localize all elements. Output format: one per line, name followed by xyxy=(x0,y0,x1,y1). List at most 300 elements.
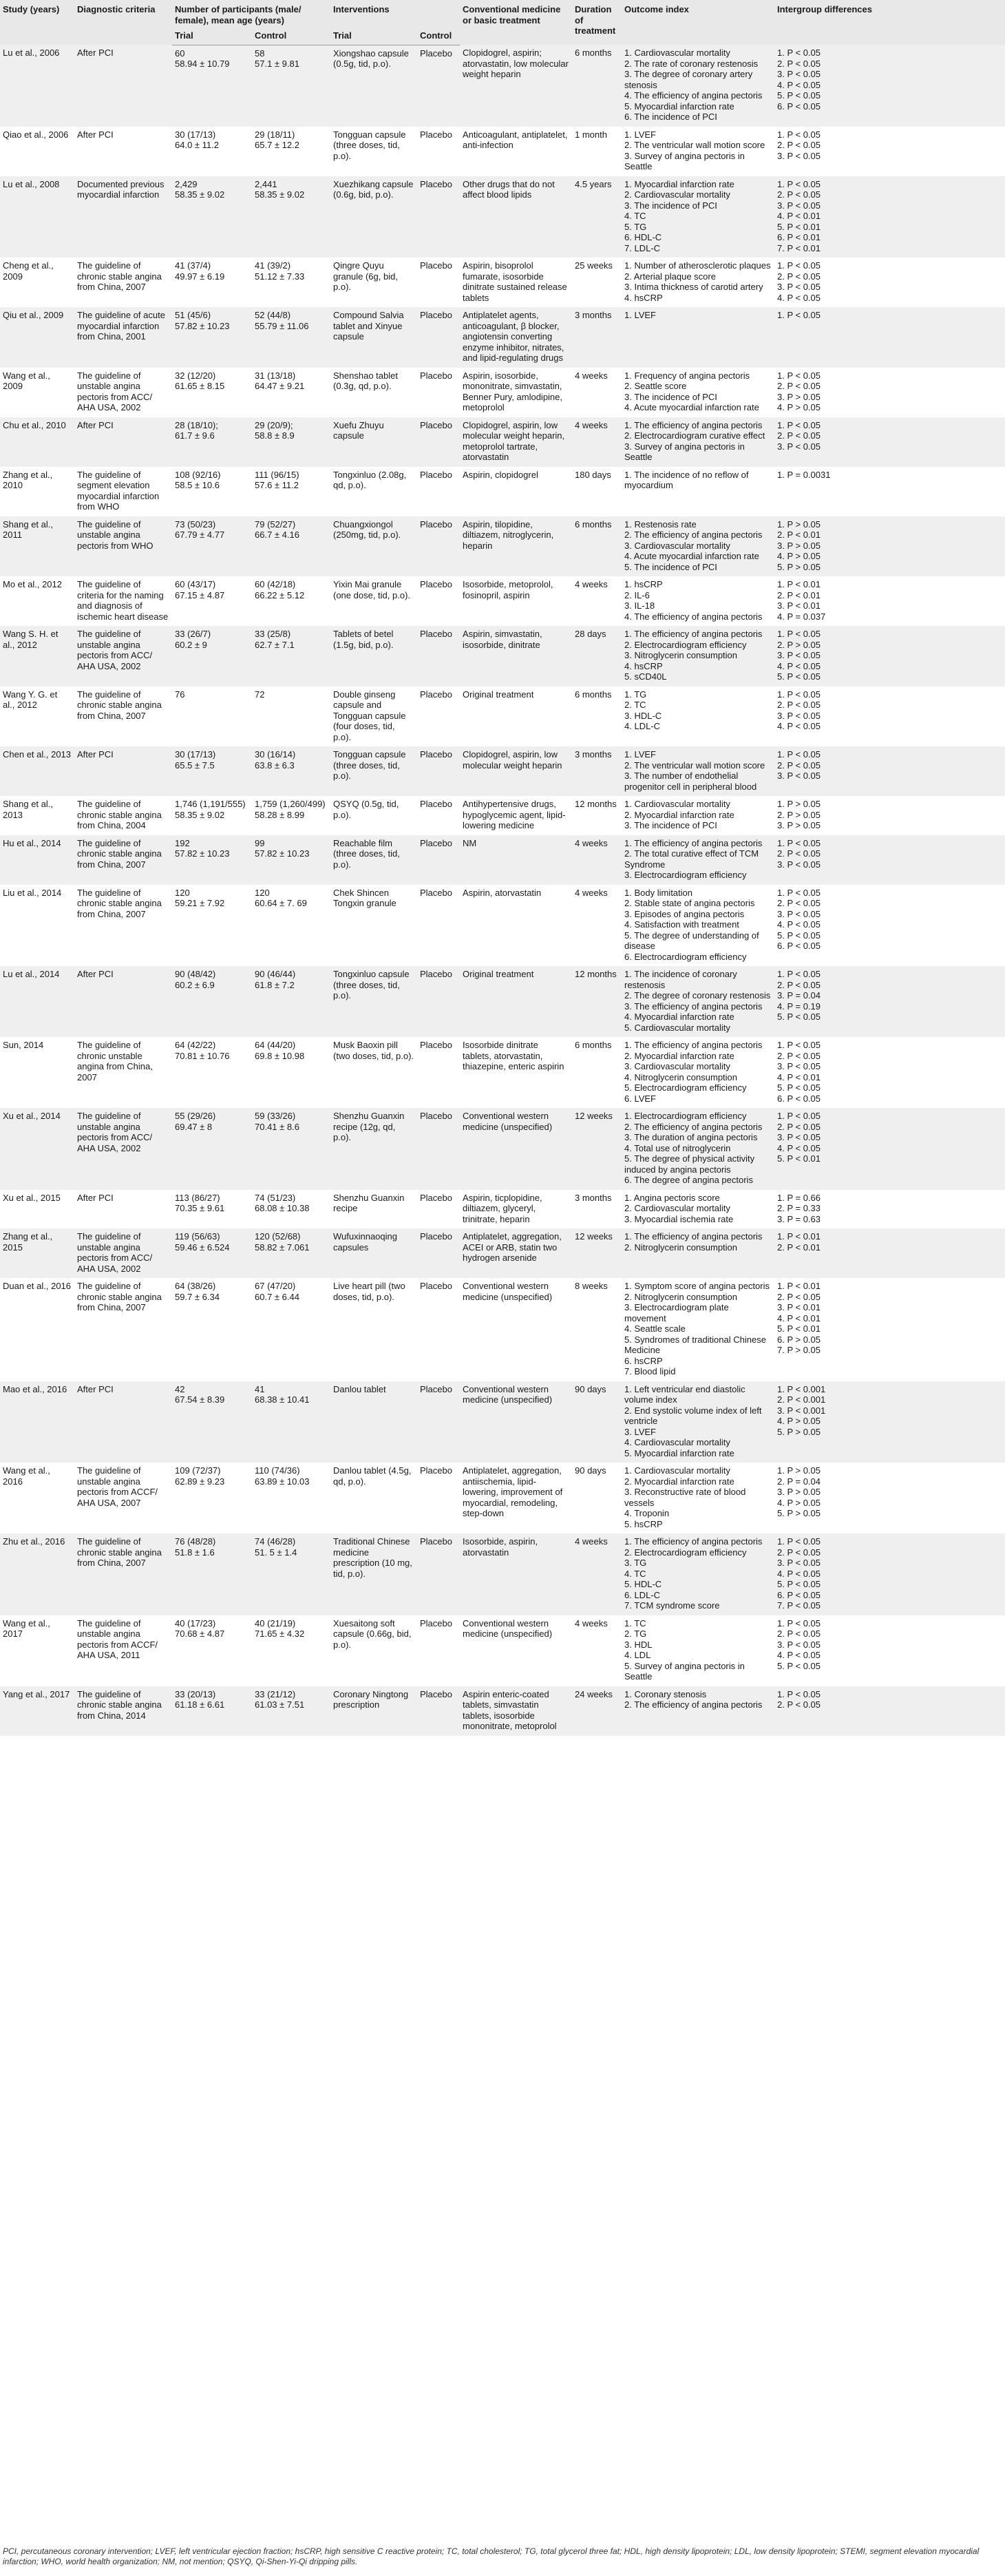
table-row xyxy=(0,45,1005,127)
criteria-cell: The guideline of acute myocardial infarction from China, 2001 xyxy=(74,307,172,368)
conventional-treatment-cell: Aspirin, ticplopidine, diltiazem, glyceryl, trinitrate, heparin xyxy=(460,1190,572,1229)
outcome-item: 4. hsCRP xyxy=(624,660,663,671)
trial-count: 55 (29/26) xyxy=(175,1111,216,1121)
conventional-treatment-cell: Aspirin, bisoprolol fumarate, isosorbide dinitrate sustained release tablets xyxy=(460,258,572,307)
outcome-item: 3. Electrocardiogram plate movement xyxy=(624,1302,729,1323)
trial-count: 1,746 (1,191/555) xyxy=(175,799,246,809)
control-mean-age: 70.41 ± 8.6 xyxy=(255,1121,299,1132)
control-participants-cell xyxy=(252,516,330,577)
study-cell: Qiu et al., 2009 xyxy=(0,307,74,368)
control-mean-age: 63.8 ± 6.3 xyxy=(255,760,295,771)
intergroup-cell xyxy=(774,966,1005,1037)
outcome-item: 5. Survey of angina pectoris in Seattle xyxy=(624,1660,745,1682)
control-intervention-cell: Placebo xyxy=(417,687,460,747)
outcome-item: 3. Survey of angina pectoris in Seattle xyxy=(624,441,745,462)
duration-cell: 4 weeks xyxy=(572,576,622,626)
trial-count: 113 (86/27) xyxy=(175,1192,220,1203)
control-intervention-cell: Placebo xyxy=(417,1228,460,1278)
study-cell: Cheng et al., 2009 xyxy=(0,258,74,307)
intergroup-item: 2. P < 0.05 xyxy=(777,1547,821,1558)
intergroup-cell-list xyxy=(777,260,1002,303)
conventional-treatment-cell: Original treatment xyxy=(460,966,572,1037)
control-count: 1,759 (1,260/499) xyxy=(255,799,326,809)
intergroup-cell xyxy=(774,176,1005,258)
trial-mean-age: 60.2 ± 6.9 xyxy=(175,979,215,990)
outcome-item: 3. The incidence of PCI xyxy=(624,200,717,211)
outcome-cell-list xyxy=(624,1689,772,1710)
trial-participants-cell xyxy=(172,796,252,835)
trial-mean-age: 64.0 ± 11.2 xyxy=(175,140,219,150)
trial-mean-age: 61.7 ± 9.6 xyxy=(175,430,215,441)
intergroup-item: 2. P < 0.05 xyxy=(777,1050,821,1061)
conventional-treatment-cell: Antihypertensive drugs, hypoglycemic agent, lipid-lowering medicine xyxy=(460,796,572,835)
trial-intervention-cell: Live heart pill (two doses, tid, p.o). xyxy=(330,1278,417,1381)
intergroup-item: 2. P < 0.05 xyxy=(777,189,821,200)
intergroup-item: 3. P < 0.05 xyxy=(777,1061,821,1071)
intergroup-item: 3. P < 0.05 xyxy=(777,282,821,292)
control-intervention-cell: Placebo xyxy=(417,176,460,258)
outcome-item: 1. Left ventricular end diastolic volume index xyxy=(624,1383,745,1405)
outcome-cell-list xyxy=(624,969,772,1033)
intergroup-item: 3. P < 0.05 xyxy=(777,1558,821,1568)
header-conventional: Conventional medicine or basic treatment xyxy=(460,0,572,45)
conventional-treatment-cell: Aspirin, tilopidine, diltiazem, nitroglycerin, heparin xyxy=(460,516,572,577)
outcome-cell-list xyxy=(624,689,772,732)
conventional-treatment-cell: Other drugs that do not affect blood lipids xyxy=(460,176,572,258)
intergroup-cell xyxy=(774,307,1005,368)
outcome-item: 3. TG xyxy=(624,1558,647,1568)
control-participants-cell xyxy=(252,1381,330,1463)
trial-count: 2,429 xyxy=(175,178,198,189)
intergroup-cell xyxy=(774,1037,1005,1108)
outcome-item: 3. Survey of angina pectoris in Seattle xyxy=(624,150,745,171)
trial-participants-cell xyxy=(172,1278,252,1381)
conventional-treatment-cell: Clopidogrel, aspirin, low molecular weight heparin, metoprolol tartrate, atorvastatin xyxy=(460,417,572,467)
control-mean-age: 68.38 ± 10.41 xyxy=(255,1394,310,1405)
outcome-item: 5. Electrocardiogram efficiency xyxy=(624,1082,747,1093)
intergroup-cell-list xyxy=(777,689,1002,732)
control-count: 30 (16/14) xyxy=(255,749,296,760)
trial-mean-age: 61.65 ± 8.15 xyxy=(175,381,225,391)
outcome-item: 5. Myocardial infarction rate xyxy=(624,1447,734,1458)
duration-cell: 12 months xyxy=(572,966,622,1037)
intergroup-item: 5. P < 0.05 xyxy=(777,1579,821,1589)
trial-mean-age: 58.94 ± 10.79 xyxy=(175,59,230,69)
control-mean-age: 61.03 ± 7.51 xyxy=(255,1699,305,1710)
intergroup-item: 3. P < 0.05 xyxy=(777,69,821,79)
control-mean-age: 58.82 ± 7.061 xyxy=(255,1242,310,1253)
trial-count: 60 (43/17) xyxy=(175,579,216,589)
trial-count: 90 (48/42) xyxy=(175,969,216,979)
trial-mean-age: 59.21 ± 7.92 xyxy=(175,898,225,908)
trial-mean-age: 67.54 ± 8.39 xyxy=(175,1394,225,1405)
trial-intervention-cell: Tablets of betel (1.5g, bid, p.o). xyxy=(330,626,417,687)
table-row xyxy=(0,1190,1005,1229)
outcome-item: 6. LDL-C xyxy=(624,1589,661,1600)
outcome-item: 1. Cardiovascular mortality xyxy=(624,1465,730,1476)
control-participants-cell xyxy=(252,176,330,258)
conventional-treatment-cell: Aspirin, isosorbide, mononitrate, simvastatin, Benner Pury, amlodipine, metoprolol xyxy=(460,368,572,417)
trial-intervention-cell: Shenshao tablet (0.3g, qd, p.o). xyxy=(330,368,417,417)
intergroup-item: 3. P < 0.05 xyxy=(777,1132,821,1142)
criteria-cell: The guideline of unstable angina pectoris from ACC/ AHA USA, 2002 xyxy=(74,626,172,687)
trial-intervention-cell: Chuangxiongol (250mg, tid, p.o). xyxy=(330,516,417,577)
outcome-item: 1. The incidence of no reflow of myocardium xyxy=(624,469,749,490)
intergroup-item: 1. P < 0.05 xyxy=(777,129,821,140)
intergroup-cell xyxy=(774,626,1005,687)
trial-participants-cell xyxy=(172,1381,252,1463)
table-row xyxy=(0,746,1005,796)
outcome-cell xyxy=(622,796,774,835)
intergroup-item: 5. P > 0.05 xyxy=(777,1426,821,1437)
intergroup-item: 5. P < 0.05 xyxy=(777,1012,821,1022)
trial-mean-age: 61.18 ± 6.61 xyxy=(175,1699,225,1710)
outcome-item: 2. Electrocardiogram efficiency xyxy=(624,1547,747,1558)
control-count: 40 (21/19) xyxy=(255,1617,296,1629)
trial-participants-cell xyxy=(172,885,252,967)
trial-count: 64 (38/26) xyxy=(175,1281,216,1291)
intergroup-cell-list xyxy=(777,179,1002,254)
duration-cell: 180 days xyxy=(572,467,622,516)
intergroup-cell xyxy=(774,885,1005,967)
intergroup-item: 2. P < 0.05 xyxy=(777,430,821,441)
outcome-item: 2. Electrocardiogram curative effect xyxy=(624,430,765,441)
outcome-cell-list xyxy=(624,1193,772,1225)
intergroup-item: 2. P < 0.05 xyxy=(777,1121,821,1132)
control-mean-age: 62.7 ± 7.1 xyxy=(255,639,295,650)
study-cell: Hu et al., 2014 xyxy=(0,835,74,885)
intergroup-item: 1. P < 0.05 xyxy=(777,1040,821,1050)
duration-cell: 4 weeks xyxy=(572,835,622,885)
intergroup-cell-list xyxy=(777,969,1002,1023)
intergroup-item: 2. P < 0.05 xyxy=(777,979,821,990)
criteria-cell: The guideline of chronic stable angina from China, 2007 xyxy=(74,1278,172,1381)
intergroup-item: 6. P < 0.05 xyxy=(777,1589,821,1600)
trial-mean-age: 70.68 ± 4.87 xyxy=(175,1629,225,1639)
trial-intervention-cell: Chek Shincen Tongxin granule xyxy=(330,885,417,967)
intergroup-item: 4. P < 0.05 xyxy=(777,1650,821,1660)
trial-mean-age: 59.46 ± 6.524 xyxy=(175,1242,230,1253)
intergroup-cell-list xyxy=(777,1231,1002,1253)
table-body xyxy=(0,45,1005,1736)
outcome-cell-list xyxy=(624,749,772,792)
trial-intervention-cell: Tongxinluo (2.08g, qd, p.o). xyxy=(330,467,417,516)
intergroup-item: 7. P > 0.05 xyxy=(777,1345,821,1355)
intergroup-item: 1. P < 0.01 xyxy=(777,1231,821,1242)
outcome-item: 3. Nitroglycerin consumption xyxy=(624,650,738,660)
intergroup-item: 7. P < 0.01 xyxy=(777,242,821,253)
table-row xyxy=(0,626,1005,687)
outcome-item: 2. Nitroglycerin consumption xyxy=(624,1242,738,1253)
control-intervention-cell: Placebo xyxy=(417,127,460,176)
duration-cell: 12 weeks xyxy=(572,1108,622,1190)
outcome-item: 1. Restenosis rate xyxy=(624,519,697,530)
outcome-item: 2. The ventricular wall motion score xyxy=(624,760,765,771)
intergroup-cell xyxy=(774,1686,1005,1736)
trial-intervention-cell: Xuezhikang capsule (0.6g, bid, p.o). xyxy=(330,176,417,258)
trial-count: 28 (18/10); xyxy=(175,419,218,430)
trial-count: 42 xyxy=(175,1383,185,1394)
outcome-item: 2. Arterial plaque score xyxy=(624,271,716,282)
table-row xyxy=(0,1278,1005,1381)
outcome-item: 4. TC xyxy=(624,1568,646,1579)
outcome-item: 2. Myocardial infarction rate xyxy=(624,1476,734,1487)
control-intervention-cell: Placebo xyxy=(417,307,460,368)
duration-cell: 25 weeks xyxy=(572,258,622,307)
control-count: 110 (74/36) xyxy=(255,1465,300,1476)
intergroup-item: 4. P < 0.01 xyxy=(777,211,821,221)
trial-participants-cell xyxy=(172,1190,252,1229)
outcome-cell-list xyxy=(624,579,772,622)
intergroup-cell xyxy=(774,1533,1005,1615)
intergroup-item: 3. P < 0.001 xyxy=(777,1405,826,1416)
outcome-cell xyxy=(622,45,774,127)
outcome-item: 5. The degree of understanding of disease xyxy=(624,930,759,951)
header-criteria: Diagnostic criteria xyxy=(74,0,172,45)
control-mean-age: 68.08 ± 10.38 xyxy=(255,1203,310,1213)
study-cell: Wang et al., 2017 xyxy=(0,1615,74,1686)
outcome-item: 1. Cardiovascular mortality xyxy=(624,799,730,809)
outcome-item: 1. Symptom score of angina pectoris xyxy=(624,1281,770,1291)
intergroup-item: 1. P < 0.05 xyxy=(777,1688,821,1699)
trial-count: 73 (50/23) xyxy=(175,519,216,530)
trial-count: 64 (42/22) xyxy=(175,1040,216,1050)
control-count: 90 (46/44) xyxy=(255,969,296,979)
outcome-cell xyxy=(622,1190,774,1229)
trial-intervention-cell: Musk Baoxin pill (two doses, tid, p.o). xyxy=(330,1037,417,1108)
trial-participants-cell xyxy=(172,626,252,687)
intergroup-item: 3. P < 0.05 xyxy=(777,200,821,211)
control-participants-cell xyxy=(252,796,330,835)
trial-intervention-cell: Compound Salvia tablet and Xinyue capsule xyxy=(330,307,417,368)
intergroup-item: 2. P < 0.01 xyxy=(777,589,821,600)
criteria-cell: After PCI xyxy=(74,417,172,467)
control-participants-cell xyxy=(252,127,330,176)
intergroup-item: 3. P > 0.05 xyxy=(777,820,821,830)
outcome-cell xyxy=(622,1381,774,1463)
trial-mean-age: 62.89 ± 9.23 xyxy=(175,1476,225,1487)
outcome-item: 3. The duration of angina pectoris xyxy=(624,1132,758,1142)
intergroup-cell-list xyxy=(777,1111,1002,1164)
trial-participants-cell xyxy=(172,368,252,417)
outcome-cell-list xyxy=(624,179,772,254)
intergroup-item: 3. P > 0.05 xyxy=(777,540,821,551)
outcome-item: 1. Body limitation xyxy=(624,887,692,898)
header-participants-control: Control xyxy=(252,28,330,45)
intergroup-item: 5. P < 0.05 xyxy=(777,90,821,101)
outcome-item: 2. The degree of coronary restenosis xyxy=(624,990,771,1001)
outcome-item: 3. Cardiovascular mortality xyxy=(624,1061,730,1071)
control-participants-cell xyxy=(252,1686,330,1736)
conventional-treatment-cell: Antiplatelet, aggregation, antiischemia, lipid-lowering, improvement of myocardial, remodeling, step-down xyxy=(460,1463,572,1533)
criteria-cell: After PCI xyxy=(74,45,172,127)
trial-mean-age: 51.8 ± 1.6 xyxy=(175,1547,215,1558)
control-mean-age: 51.12 ± 7.33 xyxy=(255,271,305,282)
outcome-item: 1. Angina pectoris score xyxy=(624,1192,720,1203)
trial-participants-cell xyxy=(172,1533,252,1615)
control-mean-age: 66.7 ± 4.16 xyxy=(255,530,299,540)
outcome-item: 2. The ventricular wall motion score xyxy=(624,140,765,150)
outcome-item: 4. Troponin xyxy=(624,1508,670,1518)
outcome-item: 5. Cardiovascular mortality xyxy=(624,1022,730,1033)
trial-intervention-cell: Coronary Ningtong prescription xyxy=(330,1686,417,1736)
criteria-cell: The guideline of unstable angina pectoris from WHO xyxy=(74,516,172,577)
intergroup-item: 2. P < 0.05 xyxy=(777,1699,821,1710)
outcome-item: 5. Syndromes of traditional Chinese Medicine xyxy=(624,1334,766,1355)
trial-participants-cell xyxy=(172,516,252,577)
trial-mean-age: 67.79 ± 4.77 xyxy=(175,530,225,540)
control-intervention-cell: Placebo xyxy=(417,576,460,626)
outcome-item: 5. TG xyxy=(624,221,647,232)
table-row xyxy=(0,417,1005,467)
outcome-item: 2. Myocardial infarction rate xyxy=(624,1050,734,1061)
intergroup-cell-list xyxy=(777,48,1002,112)
conventional-treatment-cell: Conventional western medicine (unspecified) xyxy=(460,1278,572,1381)
outcome-cell-list xyxy=(624,1465,772,1529)
intergroup-cell xyxy=(774,127,1005,176)
outcome-item: 2. Cardiovascular mortality xyxy=(624,1203,730,1213)
control-participants-cell xyxy=(252,1463,330,1533)
trial-count: 33 (20/13) xyxy=(175,1688,216,1699)
criteria-cell: The guideline of chronic stable angina from China, 2014 xyxy=(74,1686,172,1736)
intergroup-cell xyxy=(774,467,1005,516)
outcome-item: 1. Coronary stenosis xyxy=(624,1688,707,1699)
outcome-item: 1. TG xyxy=(624,689,647,700)
intergroup-item: 2. P < 0.05 xyxy=(777,898,821,908)
trial-participants-cell xyxy=(172,966,252,1037)
table-row xyxy=(0,467,1005,516)
trial-intervention-cell: Xiongshao capsule (0.5g, tid, p.o). xyxy=(330,45,417,127)
criteria-cell: The guideline of unstable angina pectoris from ACC/ AHA USA, 2002 xyxy=(74,1108,172,1190)
intergroup-item: 1. P < 0.05 xyxy=(777,749,821,760)
intergroup-cell xyxy=(774,1108,1005,1190)
duration-cell: 6 months xyxy=(572,1037,622,1108)
trial-count: 30 (17/13) xyxy=(175,749,216,760)
conventional-treatment-cell: Aspirin enteric-coated tablets, simvastatin tablets, isosorbide mononitrate, metoprolol xyxy=(460,1686,572,1736)
intergroup-item: 1. P < 0.01 xyxy=(777,579,821,589)
duration-cell: 90 days xyxy=(572,1381,622,1463)
control-mean-age: 55.79 ± 11.06 xyxy=(255,320,309,331)
trial-intervention-cell: Xuefu Zhuyu capsule xyxy=(330,417,417,467)
trial-mean-age: 70.35 ± 9.61 xyxy=(175,1203,225,1213)
trial-intervention-cell: Danlou tablet (4.5g, qd, p.o). xyxy=(330,1463,417,1533)
table-row xyxy=(0,835,1005,885)
study-cell: Wang et al., 2016 xyxy=(0,1463,74,1533)
intergroup-item: 1. P < 0.05 xyxy=(777,48,821,58)
outcome-item: 1. The efficiency of angina pectoris xyxy=(624,1231,763,1242)
study-cell: Chen et al., 2013 xyxy=(0,746,74,796)
outcome-item: 6. Electrocardiogram efficiency xyxy=(624,951,747,962)
table-row xyxy=(0,1615,1005,1686)
duration-cell: 4 weeks xyxy=(572,1615,622,1686)
intergroup-item: 2. P < 0.001 xyxy=(777,1394,826,1405)
outcome-cell-list xyxy=(624,420,772,463)
table-row xyxy=(0,368,1005,417)
intergroup-item: 6. P < 0.05 xyxy=(777,1093,821,1104)
intergroup-cell xyxy=(774,796,1005,835)
intergroup-item: 3. P < 0.05 xyxy=(777,1639,821,1650)
study-cell: Xu et al., 2014 xyxy=(0,1108,74,1190)
outcome-item: 4. Seattle scale xyxy=(624,1323,686,1334)
control-count: 59 (33/26) xyxy=(255,1111,296,1121)
control-intervention-cell: Placebo xyxy=(417,1190,460,1229)
intergroup-cell-list xyxy=(777,519,1002,573)
control-participants-cell xyxy=(252,258,330,307)
intergroup-item: 5. P < 0.05 xyxy=(777,930,821,941)
outcome-item: 1. hsCRP xyxy=(624,579,663,589)
control-intervention-cell: Placebo xyxy=(417,966,460,1037)
intergroup-item: 1. P < 0.05 xyxy=(777,887,821,898)
outcome-item: 3. Reconstructive rate of blood vessels xyxy=(624,1487,746,1508)
intergroup-item: 5. P < 0.05 xyxy=(777,671,821,682)
study-cell: Liu et al., 2014 xyxy=(0,885,74,967)
control-count: 52 (44/8) xyxy=(255,310,291,320)
study-cell: Lu et al., 2014 xyxy=(0,966,74,1037)
control-count: 120 xyxy=(255,887,270,898)
trial-mean-age: 57.82 ± 10.23 xyxy=(175,320,230,331)
outcome-item: 3. The incidence of PCI xyxy=(624,820,717,830)
conventional-treatment-cell: Aspirin, simvastatin, isosorbide, dinitrate xyxy=(460,626,572,687)
outcome-cell-list xyxy=(624,1618,772,1682)
control-count: 99 xyxy=(255,837,265,848)
intergroup-item: 3. P < 0.05 xyxy=(777,859,821,870)
duration-cell: 8 weeks xyxy=(572,1278,622,1381)
outcome-item: 2. TG xyxy=(624,1629,647,1639)
intergroup-item: 2. P > 0.05 xyxy=(777,639,821,650)
trial-intervention-cell: Shenzhu Guanxin recipe (12g, qd, p.o). xyxy=(330,1108,417,1190)
outcome-item: 3. IL-18 xyxy=(624,600,655,611)
trial-count: 41 (37/4) xyxy=(175,260,211,271)
outcome-item: 3. Cardiovascular mortality xyxy=(624,540,730,551)
intergroup-item: 5. P < 0.05 xyxy=(777,1660,821,1671)
control-participants-cell xyxy=(252,576,330,626)
header-study: Study (years) xyxy=(0,0,74,45)
control-intervention-cell: Placebo xyxy=(417,1037,460,1108)
control-intervention-cell: Placebo xyxy=(417,1381,460,1463)
outcome-item: 4. Acute myocardial infarction rate xyxy=(624,551,759,561)
study-cell: Xu et al., 2015 xyxy=(0,1190,74,1229)
control-intervention-cell: Placebo xyxy=(417,45,460,127)
control-mean-age: 61.8 ± 7.2 xyxy=(255,979,295,990)
outcome-cell xyxy=(622,417,774,467)
trial-count: 30 (17/13) xyxy=(175,129,216,140)
table-row xyxy=(0,1533,1005,1615)
outcome-item: 2. Myocardial infarction rate xyxy=(624,809,734,820)
control-mean-age: 51. 5 ± 1.4 xyxy=(255,1547,297,1558)
trial-participants-cell xyxy=(172,45,252,127)
conventional-treatment-cell: Conventional western medicine (unspecified) xyxy=(460,1381,572,1463)
intergroup-cell xyxy=(774,1463,1005,1533)
outcome-item: 6. LVEF xyxy=(624,1093,657,1104)
outcome-cell xyxy=(622,127,774,176)
outcome-item: 3. The degree of coronary artery stenosis xyxy=(624,69,753,90)
control-participants-cell xyxy=(252,417,330,467)
criteria-cell: The guideline of unstable angina pectoris from ACCF/ AHA USA, 2011 xyxy=(74,1615,172,1686)
trial-mean-age: 58.35 ± 9.02 xyxy=(175,189,225,200)
intergroup-cell xyxy=(774,516,1005,577)
intergroup-cell xyxy=(774,1615,1005,1686)
outcome-item: 1. The efficiency of angina pectoris xyxy=(624,1536,763,1547)
outcome-item: 3. The number of endothelial progenitor cell in peripheral blood xyxy=(624,771,757,792)
trial-intervention-cell: Wufuxinnaoqing capsules xyxy=(330,1228,417,1278)
criteria-cell: The guideline of chronic stable angina from China, 2007 xyxy=(74,835,172,885)
outcome-item: 1. TC xyxy=(624,1617,646,1629)
outcome-cell-list xyxy=(624,310,772,321)
outcome-item: 5. HDL-C xyxy=(624,1579,662,1589)
duration-cell: 24 weeks xyxy=(572,1686,622,1736)
study-cell: Zhang et al., 2010 xyxy=(0,467,74,516)
intergroup-item: 3. P > 0.05 xyxy=(777,1487,821,1497)
